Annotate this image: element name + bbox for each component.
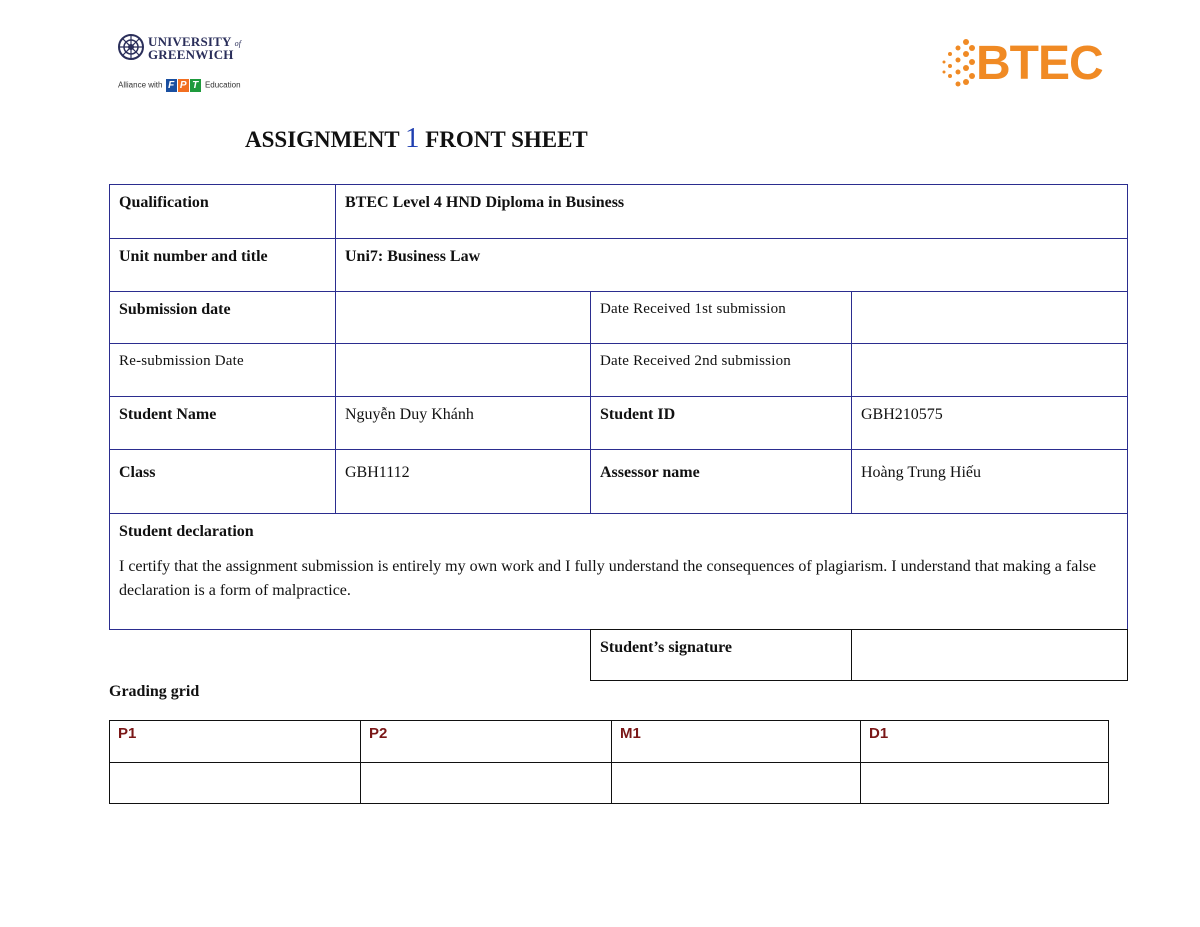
assignment-number: 1 (404, 122, 420, 154)
resubmission-date-value[interactable] (335, 343, 591, 397)
submission-date-label: Submission date (109, 291, 336, 344)
page-title: ASSIGNMENT 1 FRONT SHEET (245, 122, 588, 154)
grade-cell-p1[interactable] (109, 762, 361, 804)
declaration-heading: Student declaration (119, 523, 254, 540)
date-received-1st-label: Date Received 1st submission (590, 291, 852, 344)
grade-header-p2: P2 (360, 720, 612, 763)
submission-date-value[interactable] (335, 291, 591, 344)
date-received-2nd-value[interactable] (851, 343, 1128, 397)
date-received-1st-value[interactable] (851, 291, 1128, 344)
student-id-value[interactable]: GBH210575 (851, 396, 1128, 450)
grade-header-p1: P1 (109, 720, 361, 763)
qualification-value: BTEC Level 4 HND Diploma in Business (335, 184, 1128, 239)
university-crest-icon (118, 34, 144, 60)
assessor-value[interactable]: Hoàng Trung Hiếu (851, 449, 1128, 514)
assessor-label: Assessor name (590, 449, 852, 514)
class-label: Class (109, 449, 336, 514)
class-value[interactable]: GBH1112 (335, 449, 591, 514)
grade-cell-d1[interactable] (860, 762, 1109, 804)
unit-value: Uni7: Business Law (335, 238, 1128, 292)
student-declaration (109, 513, 1128, 630)
btec-wordmark: BTEC (976, 37, 1103, 90)
student-name-label: Student Name (109, 396, 336, 450)
student-signature-label: Student’s signature (590, 629, 852, 681)
grade-cell-m1[interactable] (611, 762, 861, 804)
btec-logo (936, 34, 1126, 94)
student-signature-box[interactable] (851, 629, 1128, 681)
unit-label: Unit number and title (109, 238, 336, 292)
fpt-logo: F P T (166, 79, 202, 92)
university-name-line1: UNIVERSITY of (148, 34, 242, 49)
grade-header-m1: M1 (611, 720, 861, 763)
grade-cell-p2[interactable] (360, 762, 612, 804)
declaration-text: I certify that the assignment submission is entirely my own work and I fully understand the consequences of plagiarism. I understand that making a false declaration is a form of malpractice. (119, 558, 1097, 599)
student-id-label: Student ID (590, 396, 852, 450)
alliance-with-fpt: Alliance with F P T Education (118, 80, 241, 91)
grade-header-d1: D1 (860, 720, 1109, 763)
grading-grid-title: Grading grid (109, 683, 200, 700)
qualification-label: Qualification (109, 184, 336, 239)
university-of-greenwich-logo (118, 34, 248, 94)
resubmission-date-label: Re-submission Date (109, 343, 336, 397)
date-received-2nd-label: Date Received 2nd submission (590, 343, 852, 397)
student-name-value[interactable]: Nguyễn Duy Khánh (335, 396, 591, 450)
university-name-line2: GREENWICH (148, 47, 234, 62)
btec-dots-icon (936, 36, 976, 92)
